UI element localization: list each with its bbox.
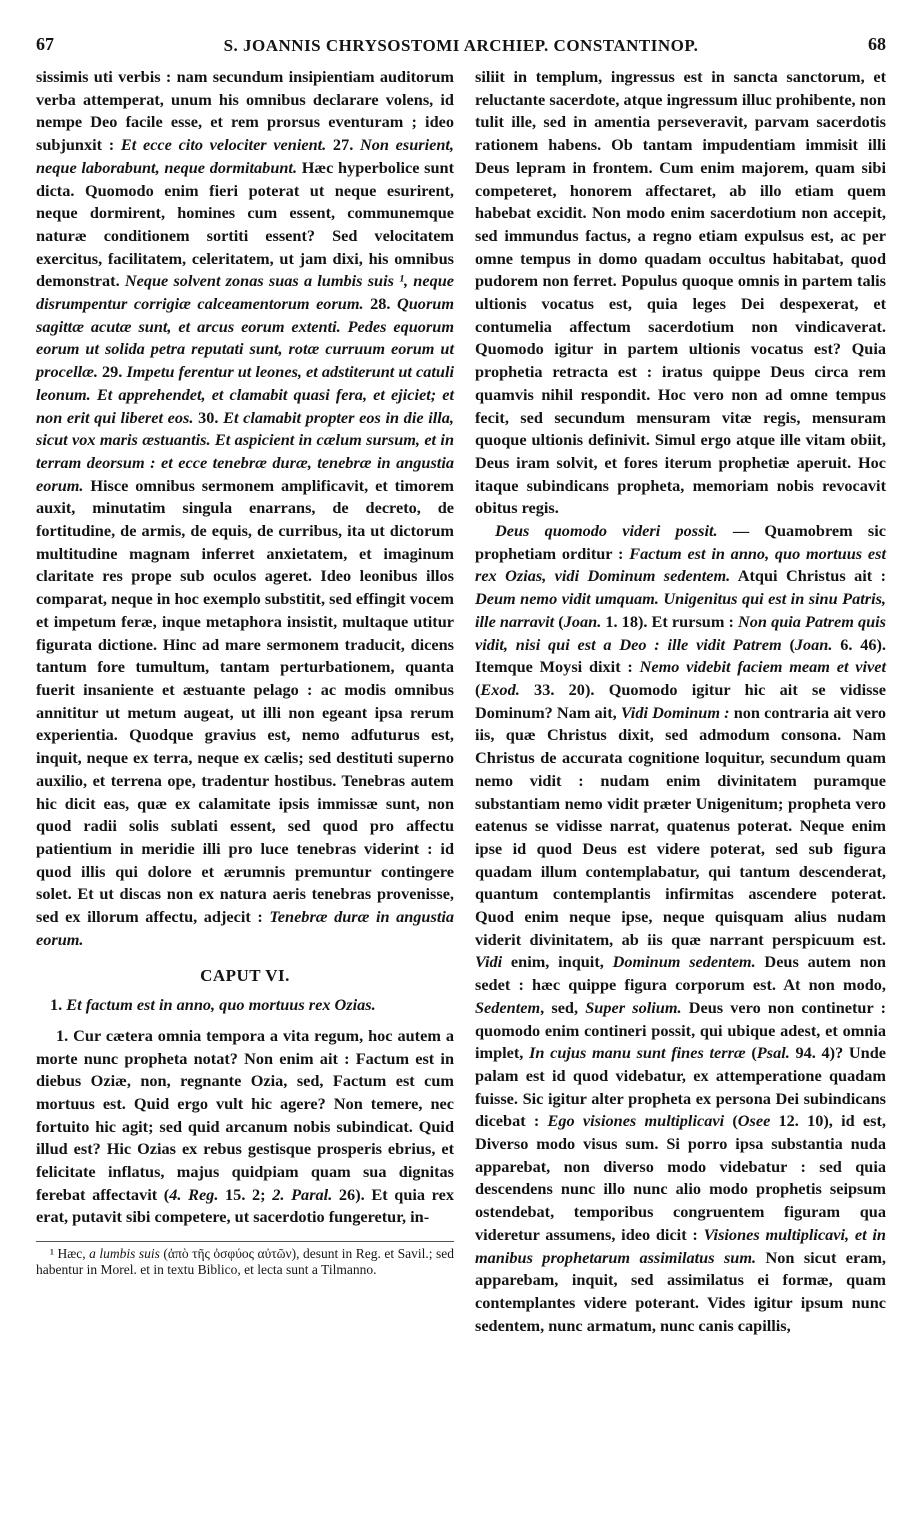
text-run: Hæc hyperbolice sunt dicta. Quomodo enim fieri poterat ut neque esurirent, neque dormirent, homines cum essent, communemque naturæ conditionem sortiti essent? Sed velocitatem exercitus, facilitatem, celeritatem, ut jam dixi, his omnibus demonstrat.: [36, 157, 454, 291]
text-run: 6. 46). Itemque Moysi dixit :: [475, 634, 887, 677]
italic-text-run: Et factum est in anno, quo mortuus rex Ozias.: [66, 995, 376, 1015]
text-run: 28.: [363, 294, 397, 314]
italic-text-run: Deum nemo vidit umquam. Unigenitus qui est in sinu Patris, ille narravit: [475, 589, 886, 631]
italic-text-run: Impetu ferentur ut leones, et adstiterunt ut catuli leonum. Et apprehendet, et clamabit quasi fera, et ejiciet; et non erit qui liberet eos.: [36, 362, 454, 427]
text-run: (ἀπὸ τῆς ὀσφύος αὐτῶν), desunt in Reg. et Savil.; sed habentur in Morel. et in textu Biblico, et lecta sunt a Tilmanno.: [36, 1246, 455, 1277]
right-paragraph-2: [475, 520, 886, 1337]
text-run: 94. 4)? Unde palam est id quod videbatur, ex attemperatione quadam fuisse. Sic igitur alter propheta ex persona Dei subindicans dicebat :: [475, 1043, 886, 1131]
italic-text-run: Non quia Patrem quis vidit, nisi qui est a Deo : ille vidit Patrem: [475, 611, 887, 654]
italic-text-run: Sedentem: [475, 997, 541, 1017]
running-header: [36, 34, 886, 60]
italic-text-run: Et ecce cito velociter venient.: [120, 135, 327, 155]
text-run: 29.: [97, 362, 127, 382]
text-run: 1.: [50, 995, 67, 1015]
text-run: Non sicut eram, apparebam, inquit, sed assimilatus ei formæ, quam contemplantes videre poterant. Vides igitur ipsum nunc sedentem, nunc armatum, nunc canis capillis,: [475, 1247, 886, 1335]
italic-text-run: Nemo videbit faciem meam et vivet: [639, 657, 886, 677]
italic-text-run: Super solium.: [585, 997, 682, 1017]
italic-text-run: Dominum sedentem.: [612, 952, 756, 972]
text-run: 30.: [193, 407, 224, 427]
italic-text-run: Joan.: [794, 634, 833, 654]
text-run: (: [781, 634, 795, 654]
text-run: Deus vero non continetur : quomodo enim contineri possit, qui ubique adest, et omnia implet,: [475, 997, 886, 1063]
text-run: 27.: [326, 135, 360, 155]
right-page-number: 68: [868, 34, 886, 54]
text-run: sissimis uti verbis : nam secundum insipientiam auditorum verba attemperat, unum his omnibus declarare volens, id nempe Deo facile esse, et rem prorsus eventuram ; ideo subjunxit :: [36, 67, 454, 155]
text-run: 33. 20). Quomodo igitur hic ait se vidisse Dominum? Nam ait,: [475, 679, 886, 722]
left-paragraph-2: [36, 1025, 454, 1229]
text-run: (: [554, 611, 564, 631]
text-run: (: [475, 679, 481, 699]
italic-text-run: Psal.: [756, 1043, 790, 1063]
text-run: Hisce omnibus sermonem amplificavit, et timorem auxit, minutatim singula enarrans, de decreto, de fortitudine, de armis, de equis, de curribus, ita ut dictorum multitudine magnam inferret anxietatem, et imaginum claritate res prope sub oculos ageret. Ideo leonibus illos comparat, neque in hoc exemplo substitit, sed effingit vocem et impetum feræ, inque metaphora insistit, multaque utitur figurata dictione. Hinc ad mare sermonem traducit, dicens tantum fore tumultum, tantam perturbationem, quanta fuerit insaniente et æstuante pelago : ac modis omnibus annititur ut metum augeat, ut illi non egeant ipsa rerum experientia. Quodque gravius est, nemo adfuturus est, inquit, neque ex terra, neque ex cælis; sed destituti superno auxilio, et terrena ope, tradentur hostibus. Tenebras autem hic dicit eas, quæ ex calamitate ipsis immissæ sunt, non quod radii solis sublati essent, sed quod pro affectu patientium in meridie illi pro luce tenebras viderint : id quod illis qui dolore et ærumnis premuntur contingere solet. Et ut discas non ex natura aeris tenebras provenisse, sed ex illorum affectu, adjecit :: [36, 475, 454, 927]
italic-text-run: a lumbis suis: [89, 1246, 160, 1262]
italic-text-run: Tenebræ duræ in angustia eorum.: [36, 907, 455, 949]
italic-text-run: Joan.: [563, 611, 602, 631]
right-paragraph-1: [475, 66, 886, 520]
footnote: [36, 1246, 454, 1277]
italic-text-run: Factum est in anno, quo mortuus est rex Ozias, vidi Dominum sedentem.: [475, 543, 886, 586]
text-run: 26). Et quia rex erat, putavit sibi competere, ut sacerdotio fungeretur, in-: [36, 1184, 454, 1227]
italic-text-run: Quorum sagittæ acutæ sunt, et arcus eorum extenti. Pedes equorum eorum ut solida petra reputati sunt, rotæ curruum eorum ut procellæ.: [36, 294, 454, 382]
italic-text-run: Non esurient, neque laborabunt, neque dormitabunt.: [36, 135, 454, 177]
text-run: 12. 10), id est, Diverso modo visus sum. Si porro ipsa substantia nuda apparebat, non diverso modo videbatur : sed quia descendens nunc illo nunc alio modo prophetis seipsum ostendebat, temporibus congruentem figuram qua videretur assumens, ideo dicit :: [475, 1111, 886, 1244]
left-page-number: 67: [36, 34, 54, 54]
italic-text-run: Et clamabit propter eos in die illa, sicut vox maris æstuantis. Et aspicient in cælum sursum, et in terram deorsum : et ecce tenebræ duræ, tenebræ in angustia eorum.: [36, 407, 455, 495]
footnote-rule: [36, 1241, 454, 1242]
italic-text-run: Ego visiones multiplicavi: [547, 1111, 725, 1131]
italic-text-run: Visiones multiplicavi, et in manibus prophetarum assimilatus sum.: [475, 1224, 886, 1267]
text-run: , sed,: [540, 997, 586, 1017]
text-run: non contraria ait vero iis, quæ Christus dixit, sed admodum consona. Nam Christus de accurata cognitione loquitur, secundum quam nemo vidit : nudam enim divinitatem puramque substantiam nemo vidit præter Unigenitum; propheta vero eatenus se vidisse narrat, quatenus poterat. Neque enim ipse id quod Deus est videre poterat, sed sub figura quadam illum contemplabatur, qui tantum descenderat, quantum contemplantis infirmitas ascendere poterat. Quod enim neque ipse, neque quisquam alius nudam viderit divinitatem, ab iis quæ narrant perspicuum est.: [475, 702, 886, 949]
text-run: (: [724, 1111, 738, 1131]
italic-text-run: 2. Paral.: [272, 1184, 333, 1204]
italic-text-run: Neque solvent zonas suas a lumbis suis ¹, neque disrumpentur corrigiæ calceamentorum eorum.: [36, 271, 454, 314]
text-run: ¹ Hæc,: [50, 1246, 90, 1262]
italic-text-run: 4. Reg.: [169, 1184, 219, 1204]
text-run: siliit in templum, ingressus est in sancta sanctorum, et reluctante sacerdote, atque ingressum illuc prohibente, non tulit ille, sed in amentia perseveravit, parvam sacerdotis rationem habens. Ob tantam impudentiam immisit illi Deus lepram in frontem. Cum enim majorem, quam sibi competeret, honorem affectaret, ab illo etiam quem habebat excidit. Non modo enim sacerdotium non accepit, sed immundus factus, a regno etiam expulsus est, ac per omne tempus in domo quadam occultus habitabat, quod pudorem non ferret. Populus quoque omnis in partem talis ultionis vocatus est, quia leges Dei despexerat, et contumelia affectum sacerdotium non vindicaverat. Quomodo igitur in partem ultionis vocatus est? Quia prophetia retracta est : iratus quippe Deus circa rem quamvis nihil respondit. Hoc vero non ad omne tempus fecit, sed secundum mensuram vitæ regis, mensuram quoque ultionis definivit. Simul ergo atque ille vitam obiit, Deus iram solvit, et fores iterum prophetiæ aperuit. Hoc itaque subindicans propheta, memoriam nobis revocavit obitus regis.: [475, 67, 886, 518]
text-run: Deus autem non sedet : hæc quippe figura corporum est. At non modo,: [475, 952, 886, 995]
text-run: (: [745, 1043, 757, 1063]
italic-text-run: Osee: [737, 1111, 771, 1131]
italic-text-run: Vidi: [475, 952, 503, 972]
chapter-heading: CAPUT VI.: [200, 966, 290, 986]
text-run: — Quamobrem sic prophetiam orditur :: [475, 521, 887, 563]
text-run: enim, inquit,: [502, 952, 613, 972]
chapter-verse: [36, 994, 454, 1017]
left-column: [36, 66, 454, 1277]
text-run: 1. 18). Et rursum :: [601, 611, 739, 631]
text-run: 15. 2;: [218, 1184, 273, 1204]
running-title: S. JOANNIS CHRYSOSTOMI ARCHIEP. CONSTANTINOP.: [223, 36, 699, 55]
left-paragraph-1: [36, 66, 454, 951]
right-column: [475, 66, 886, 1337]
italic-text-run: Exod.: [480, 679, 520, 699]
italic-text-run: In cujus manu sunt fines terræ: [529, 1043, 746, 1063]
text-run: 1. Cur cætera omnia tempora a vita regum, hoc autem a morte nunc propheta notat? Non enim ait : Factum est in diebus Oziæ, non, regnante Ozia, sed, Factum est cum mortuus est. Quid ergo vult hic agere? Non temere, nec fortuito hic agit; sed quid arcanum nobis subindicat. Quid illud est? Hic Ozias ex rebus gestisque prosperis ebrius, et felicitate inflatus, majus quidpiam quam sua dignitas ferebat affectavit (: [36, 1025, 454, 1204]
italic-text-run: Vidi Dominum :: [620, 702, 730, 722]
text-run: Atqui Christus ait :: [730, 566, 886, 586]
italic-text-run: Deus quomodo videri possit.: [495, 521, 718, 541]
